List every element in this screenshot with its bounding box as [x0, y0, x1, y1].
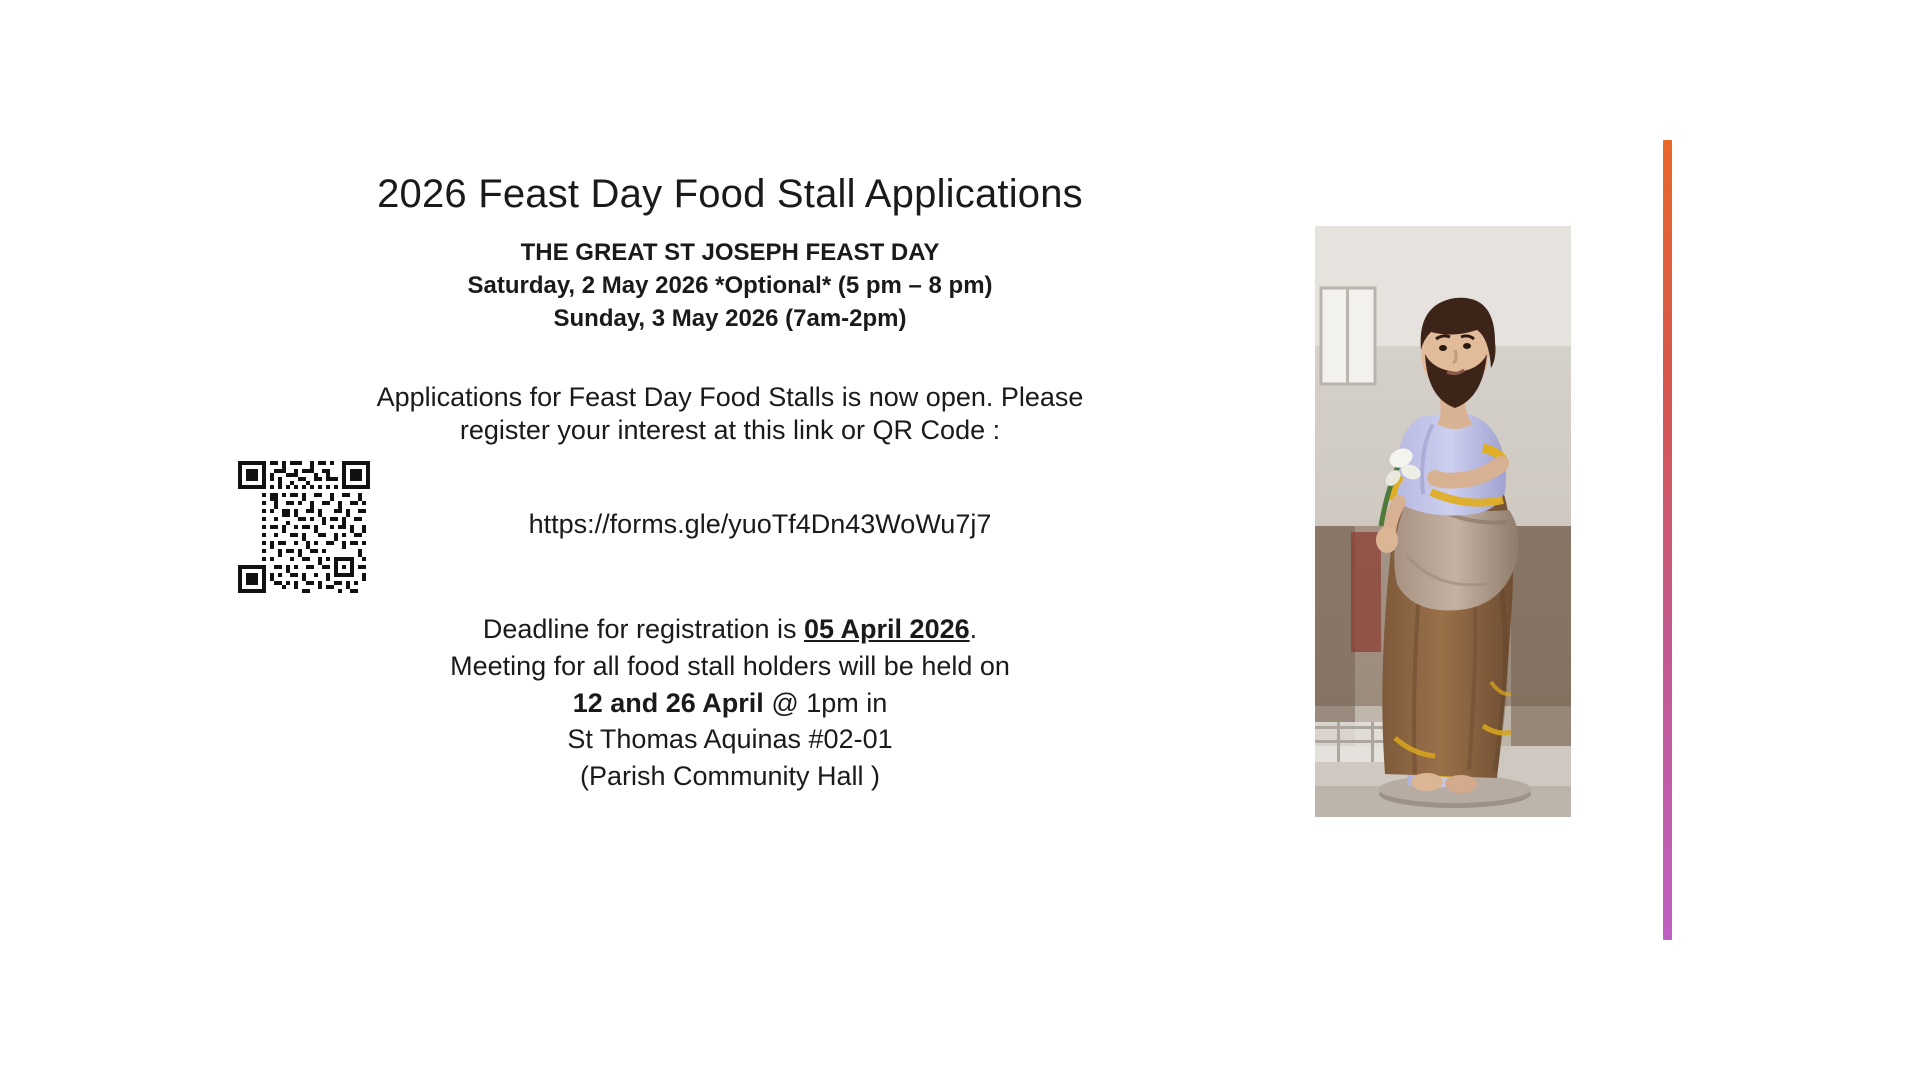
event-details-block — [170, 236, 1290, 335]
page-title: 2026 Feast Day Food Stall Applications — [377, 172, 1083, 216]
meeting-line: Meeting for all food stall holders will be held on — [450, 650, 1010, 681]
right-accent-bar — [1663, 140, 1672, 940]
meeting-dates-line — [170, 685, 1290, 722]
intro-line-2: register your interest at this link or QR Code : — [459, 415, 1001, 446]
deadline-suffix: . — [969, 614, 978, 645]
deadline-line — [170, 611, 1290, 648]
intro-paragraph — [170, 381, 1290, 447]
statue-of-st-joseph-photo — [1315, 226, 1571, 817]
deadline-date: 05 April 2026 — [804, 614, 970, 645]
event-day-1: Saturday, 2 May 2026 *Optional* (5 pm – 8 pm) — [467, 272, 993, 300]
registration-link[interactable]: https://forms.gle/yuoTf4Dn43WoWu7j7 — [528, 509, 992, 540]
venue-note-line: (Parish Community Hall ) — [579, 761, 881, 792]
meeting-dates: 12 and 26 April — [572, 687, 764, 718]
deadline-prefix: Deadline for registration is — [482, 614, 805, 645]
event-name: THE GREAT ST JOSEPH FEAST DAY — [520, 239, 940, 266]
venue-line: St Thomas Aquinas #02-01 — [567, 724, 893, 755]
intro-line-1: Applications for Feast Day Food Stalls is now open. Please — [376, 382, 1084, 413]
text-content-column — [170, 170, 1290, 795]
qr-and-link-row — [170, 461, 1290, 601]
meeting-time: @ 1pm in — [763, 687, 888, 718]
deadline-block — [170, 611, 1290, 795]
event-day-2: Sunday, 3 May 2026 (7am-2pm) — [553, 305, 907, 333]
